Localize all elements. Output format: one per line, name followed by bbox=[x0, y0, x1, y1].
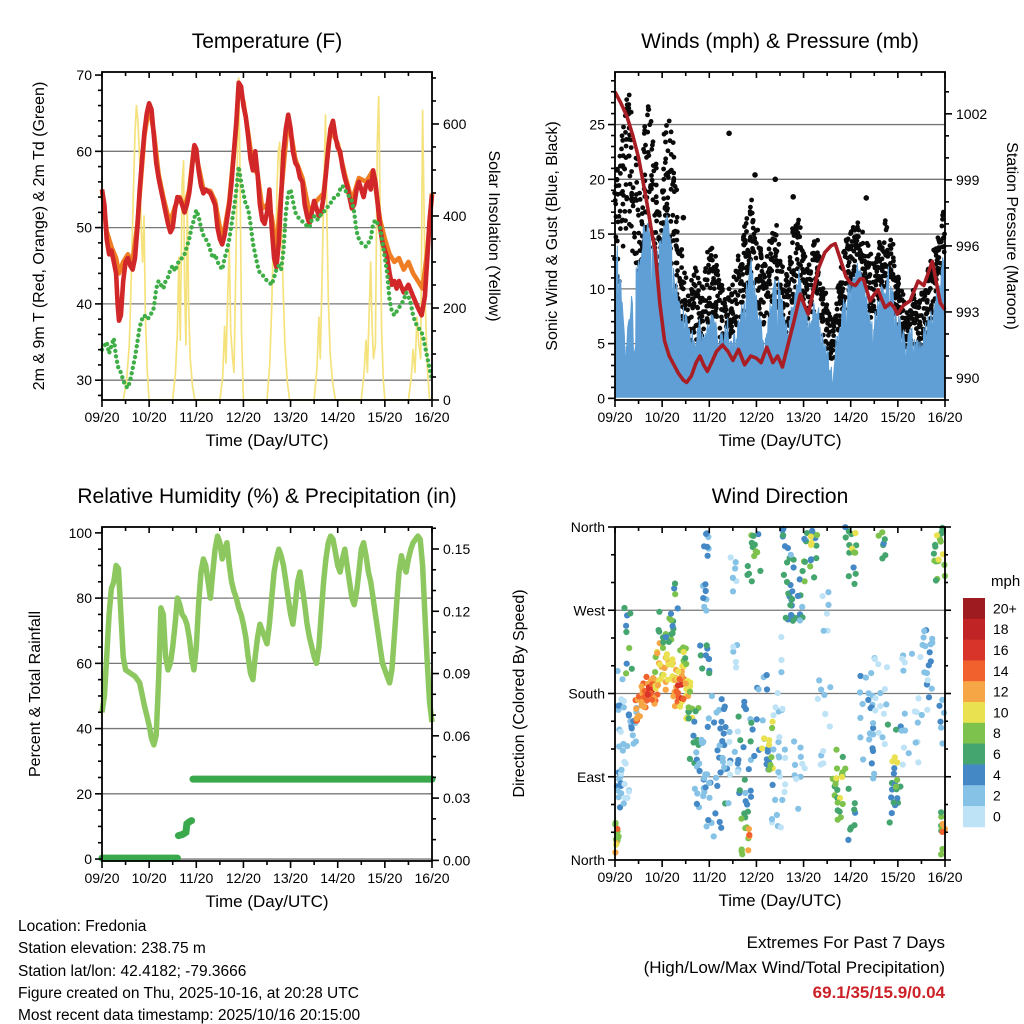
y2-tick-label: 0.00 bbox=[443, 852, 471, 869]
temperature-ylabel-left: 2m & 9m T (Red, Orange) & 2m Td (Green) bbox=[31, 81, 48, 391]
x-tick-label: 10/20 bbox=[644, 869, 680, 885]
x-tick-label: 09/20 bbox=[597, 869, 633, 885]
y-tick-label: East bbox=[576, 768, 605, 785]
y-tick-label: 40 bbox=[76, 720, 92, 737]
y-tick-label: 20 bbox=[76, 785, 92, 802]
y-tick-label: West bbox=[573, 602, 605, 619]
extremes-subtitle: (High/Low/Max Wind/Total Precipitation) bbox=[643, 958, 945, 977]
y2-tick-label: 0 bbox=[443, 392, 451, 408]
wind_direction-xlabel: Time (Day/UTC) bbox=[718, 891, 842, 910]
y-tick-label: North bbox=[570, 852, 605, 868]
y2-tick-label: 0.06 bbox=[443, 727, 471, 744]
x-tick-label: 13/20 bbox=[786, 869, 822, 885]
winds_pressure-title: Winds (mph) & Pressure (mb) bbox=[641, 30, 919, 53]
y2-tick-label: 0.09 bbox=[443, 665, 471, 682]
y2-tick-label: 0.12 bbox=[443, 603, 471, 620]
y-tick-label: 60 bbox=[76, 143, 92, 160]
extremes-title: Extremes For Past 7 Days bbox=[746, 933, 945, 952]
colorbar-label: 6 bbox=[993, 746, 1001, 762]
station-latlon: Station lat/lon: 42.4182; -79.3666 bbox=[18, 962, 247, 980]
x-tick-label: 15/20 bbox=[367, 870, 403, 886]
y-tick-label: 80 bbox=[76, 590, 92, 607]
x-tick-label: 11/20 bbox=[692, 869, 727, 885]
colorbar-title: mph bbox=[991, 573, 1021, 590]
figure-created: Figure created on Thu, 2025-10-16, at 20:28 UTC bbox=[18, 984, 359, 1002]
y2-tick-label: 400 bbox=[443, 207, 467, 224]
wind_direction-ylabel-left: Direction (Colored By Speed) bbox=[511, 589, 528, 798]
series-t_2m bbox=[102, 83, 432, 321]
speed-colorbar bbox=[963, 573, 1020, 827]
x-tick-label: 15/20 bbox=[367, 409, 403, 425]
y-tick-label: 10 bbox=[589, 280, 605, 297]
x-tick-label: 12/20 bbox=[738, 869, 774, 885]
winds_pressure-xlabel: Time (Day/UTC) bbox=[718, 431, 842, 450]
y-tick-label: 100 bbox=[68, 524, 92, 541]
y-tick-label: 5 bbox=[597, 335, 605, 352]
x-tick-label: 12/20 bbox=[225, 870, 261, 886]
humidity_precip-ylabel-left: Percent & Total Rainfall bbox=[27, 610, 44, 778]
x-tick-label: 09/20 bbox=[84, 409, 120, 425]
y-tick-label: 30 bbox=[76, 372, 92, 389]
winds_pressure-ylabel-right: Station Pressure (Maroon) bbox=[1003, 142, 1020, 330]
colorbar-label: 18 bbox=[993, 621, 1009, 638]
colorbar-label: 0 bbox=[993, 808, 1001, 825]
y2-tick-label: 999 bbox=[956, 171, 980, 188]
y-tick-label: 25 bbox=[589, 116, 605, 133]
y-tick-label: 60 bbox=[76, 655, 92, 672]
x-tick-label: 13/20 bbox=[273, 409, 309, 425]
x-tick-label: 10/20 bbox=[644, 409, 680, 425]
series-total_rainfall bbox=[178, 821, 191, 836]
station-location: Location: Fredonia bbox=[18, 918, 147, 935]
extremes-block bbox=[512, 930, 945, 1005]
y-tick-label: South bbox=[568, 685, 605, 702]
x-tick-label: 16/20 bbox=[414, 409, 450, 425]
x-tick-label: 11/20 bbox=[179, 409, 214, 425]
colorbar-label: 10 bbox=[993, 704, 1009, 721]
series-wind-direction-points bbox=[612, 524, 948, 857]
station-info bbox=[18, 916, 360, 1024]
x-tick-label: 13/20 bbox=[786, 409, 822, 425]
x-tick-label: 12/20 bbox=[225, 409, 261, 425]
temperature-chart bbox=[31, 30, 502, 450]
colorbar-label: 8 bbox=[993, 725, 1001, 742]
x-tick-label: 11/20 bbox=[179, 870, 214, 886]
y-tick-label: 40 bbox=[76, 295, 92, 312]
series-relative_humidity bbox=[102, 536, 432, 745]
y-tick-label: 15 bbox=[589, 226, 605, 243]
humidity_precip-chart bbox=[27, 485, 470, 911]
x-tick-label: 16/20 bbox=[927, 409, 963, 425]
x-tick-label: 11/20 bbox=[692, 409, 727, 425]
x-tick-label: 10/20 bbox=[131, 409, 167, 425]
humidity_precip-title: Relative Humidity (%) & Precipitation (in) bbox=[77, 485, 457, 508]
y-tick-label: 0 bbox=[84, 851, 92, 868]
wind_direction-chart bbox=[511, 485, 1020, 910]
extremes-values: 69.1/35/15.9/0.04 bbox=[812, 983, 945, 1002]
x-tick-label: 16/20 bbox=[927, 869, 963, 885]
y2-tick-label: 990 bbox=[956, 369, 980, 386]
station-elevation: Station elevation: 238.75 m bbox=[18, 940, 206, 958]
y2-tick-label: 993 bbox=[956, 303, 980, 320]
y-tick-label: 70 bbox=[76, 67, 92, 84]
wind_direction-title: Wind Direction bbox=[711, 485, 849, 508]
temperature-ylabel-right: Solar Insolation (Yellow) bbox=[485, 150, 502, 322]
colorbar-label: 16 bbox=[993, 642, 1009, 658]
winds_pressure-ylabel-left: Sonic Wind & Gust (Blue, Black) bbox=[544, 121, 561, 351]
y-tick-label: 50 bbox=[76, 219, 92, 236]
x-tick-label: 10/20 bbox=[131, 870, 167, 886]
data-timestamp: Most recent data timestamp: 2025/10/16 20:15:00 bbox=[18, 1007, 361, 1024]
temperature-title: Temperature (F) bbox=[191, 30, 343, 53]
colorbar-label: 12 bbox=[993, 683, 1009, 700]
x-tick-label: 09/20 bbox=[84, 870, 120, 886]
y-tick-label: 20 bbox=[589, 171, 605, 188]
y-tick-label: North bbox=[570, 519, 605, 535]
x-tick-label: 15/20 bbox=[880, 409, 916, 425]
temperature-xlabel: Time (Day/UTC) bbox=[205, 431, 329, 450]
colorbar-label: 20+ bbox=[993, 600, 1017, 617]
colorbar-label: 14 bbox=[993, 662, 1009, 679]
y2-tick-label: 996 bbox=[956, 237, 980, 254]
x-tick-label: 15/20 bbox=[880, 869, 916, 885]
x-tick-label: 14/20 bbox=[320, 409, 356, 425]
y2-tick-label: 0.15 bbox=[443, 541, 471, 558]
x-tick-label: 16/20 bbox=[414, 870, 450, 886]
x-tick-label: 14/20 bbox=[833, 869, 869, 885]
x-tick-label: 14/20 bbox=[320, 870, 356, 886]
x-tick-label: 14/20 bbox=[833, 409, 869, 425]
humidity_precip-xlabel: Time (Day/UTC) bbox=[205, 892, 329, 911]
axis-ticks bbox=[95, 527, 439, 868]
y-tick-label: 0 bbox=[597, 390, 605, 407]
y2-tick-label: 200 bbox=[443, 299, 467, 316]
x-tick-label: 12/20 bbox=[738, 409, 774, 425]
x-tick-label: 09/20 bbox=[597, 409, 633, 425]
colorbar-label: 4 bbox=[993, 766, 1001, 783]
winds_pressure-chart bbox=[544, 30, 1020, 450]
colorbar-label: 2 bbox=[993, 787, 1001, 804]
x-tick-label: 13/20 bbox=[273, 870, 309, 886]
y2-tick-label: 0.03 bbox=[443, 790, 471, 807]
y2-tick-label: 600 bbox=[443, 115, 467, 132]
y2-tick-label: 1002 bbox=[956, 105, 988, 122]
